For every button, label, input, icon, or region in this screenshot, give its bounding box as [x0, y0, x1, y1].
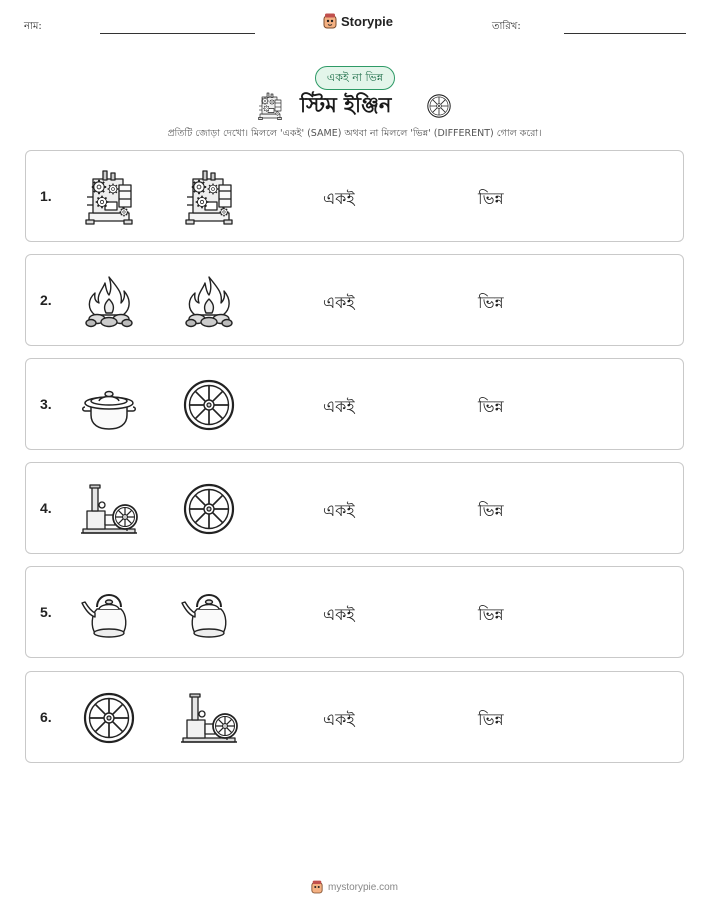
title-wheel-icon	[425, 92, 453, 124]
pair-card	[25, 671, 684, 763]
date-line[interactable]	[564, 33, 686, 34]
pair-card	[25, 254, 684, 346]
pair-card	[25, 462, 684, 554]
title-row	[0, 90, 709, 122]
wheel-icon	[179, 377, 239, 433]
option-different[interactable]: ভিন্ন	[478, 710, 504, 729]
option-same[interactable]: একই	[323, 189, 355, 208]
pair-card	[25, 358, 684, 450]
mascot-icon	[311, 880, 323, 894]
campfire-icon	[179, 273, 239, 329]
option-different[interactable]: ভিন্ন	[478, 605, 504, 624]
wheel-icon	[179, 481, 239, 537]
footer-url: mystorypie.com	[327, 881, 398, 893]
pair-card	[25, 150, 684, 242]
footer	[0, 880, 709, 894]
option-different[interactable]: ভিন্ন	[478, 501, 504, 520]
item-number: 3.	[40, 396, 52, 412]
item-number: 4.	[40, 500, 52, 516]
steam-engine-icon	[179, 690, 239, 746]
option-same[interactable]: একই	[323, 605, 355, 624]
item-number: 1.	[40, 188, 52, 204]
page-title: স্টিম ইঞ্জিন	[300, 93, 392, 117]
item-number: 2.	[40, 292, 52, 308]
option-same[interactable]: একই	[323, 710, 355, 729]
title-engine-icon	[255, 91, 285, 125]
option-same[interactable]: একই	[323, 397, 355, 416]
name-label: নাম:	[24, 21, 42, 32]
option-different[interactable]: ভিন্ন	[478, 189, 504, 208]
pair-card	[25, 566, 684, 658]
date-label: তারিখ:	[492, 21, 521, 32]
kettle-icon	[79, 585, 139, 641]
kettle-icon	[179, 585, 239, 641]
brand-name: Storypie	[341, 13, 394, 29]
steam-engine-icon	[79, 481, 139, 537]
mascot-icon	[323, 13, 337, 29]
option-same[interactable]: একই	[323, 501, 355, 520]
wheel-icon	[79, 690, 139, 746]
option-different[interactable]: ভিন্ন	[478, 397, 504, 416]
item-number: 5.	[40, 604, 52, 620]
name-line[interactable]	[100, 33, 255, 34]
item-number: 6.	[40, 709, 52, 725]
instruction-text: প্রতিটি জোড়া দেখো। মিললে 'একই' (SAME) অথবা না মিললে 'ভিন্ন' (DIFFERENT) গোল করো।	[167, 128, 542, 139]
option-different[interactable]: ভিন্ন	[478, 293, 504, 312]
option-same[interactable]: একই	[323, 293, 355, 312]
campfire-icon	[79, 273, 139, 329]
engine-icon	[179, 169, 239, 225]
brand-logo	[323, 13, 393, 29]
engine-icon	[79, 169, 139, 225]
worksheet-type-badge: একই না ভিন্ন	[315, 66, 395, 90]
pot-icon	[79, 377, 139, 433]
